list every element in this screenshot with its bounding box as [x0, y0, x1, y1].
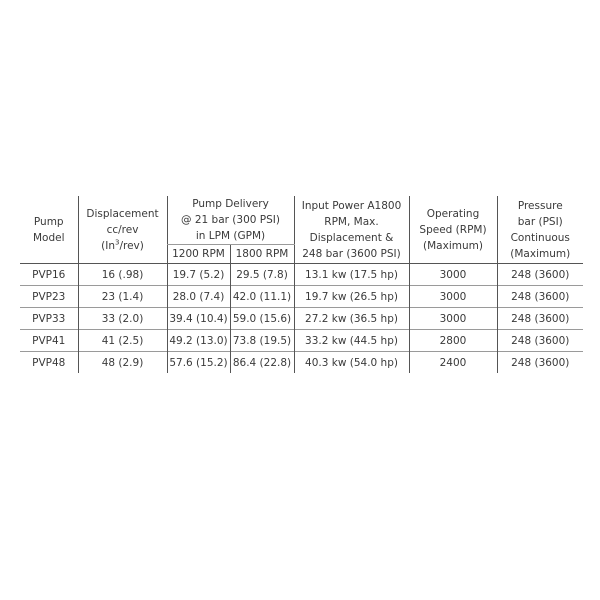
cell-pressure: 248 (3600)	[497, 330, 583, 352]
cell-delivery-1800: 59.0 (15.6)	[230, 308, 294, 330]
cell-delivery-1200: 19.7 (5.2)	[167, 264, 230, 286]
cell-delivery-1800: 42.0 (11.1)	[230, 286, 294, 308]
cell-displacement: 41 (2.5)	[78, 330, 167, 352]
cell-pressure: 248 (3600)	[497, 264, 583, 286]
cell-model: PVP33	[32, 312, 66, 325]
cell-delivery-1200: 57.6 (15.2)	[167, 352, 230, 374]
cell-delivery-1800: 29.5 (7.8)	[230, 264, 294, 286]
cell-displacement: 23 (1.4)	[78, 286, 167, 308]
cell-speed: 3000	[409, 264, 497, 286]
cell-input-power: 13.1 kw (17.5 hp)	[294, 264, 409, 286]
header-operating-speed: Operating Speed (RPM) (Maximum)	[409, 196, 497, 264]
table-row	[20, 330, 583, 352]
cell-pressure: 248 (3600)	[497, 308, 583, 330]
cell-delivery-1800: 73.8 (19.5)	[230, 330, 294, 352]
cell-delivery-1200: 28.0 (7.4)	[167, 286, 230, 308]
cell-input-power: 33.2 kw (44.5 hp)	[294, 330, 409, 352]
header-displacement: Displacement cc/rev (In$^3$/rev)	[78, 196, 167, 264]
cell-model: PVP23	[32, 290, 66, 303]
header-pump-model: Pump Model	[20, 196, 78, 264]
header-input-power: Input Power A1800 RPM, Max. Displacement & 248 bar (3600 PSI)	[294, 196, 409, 264]
cell-speed: 2400	[409, 352, 497, 374]
table-row	[20, 352, 583, 374]
header-pump-delivery: Pump Delivery @ 21 bar (300 PSI) in LPM (GPM)	[167, 196, 294, 245]
cell-input-power: 19.7 kw (26.5 hp)	[294, 286, 409, 308]
cell-model: PVP16	[32, 268, 66, 281]
cell-displacement: 16 (.98)	[78, 264, 167, 286]
table-row	[20, 264, 583, 286]
cell-displacement: 33 (2.0)	[78, 308, 167, 330]
header-pressure: Pressure bar (PSI) Continuous (Maximum)	[497, 196, 583, 264]
cell-speed: 3000	[409, 308, 497, 330]
cell-input-power: 40.3 kw (54.0 hp)	[294, 352, 409, 374]
table-row	[20, 286, 583, 308]
cell-displacement: 48 (2.9)	[78, 352, 167, 374]
table-row	[20, 308, 583, 330]
cell-pressure: 248 (3600)	[497, 286, 583, 308]
cell-speed: 2800	[409, 330, 497, 352]
header-1200-rpm: 1200 RPM	[167, 245, 230, 264]
cell-delivery-1800: 86.4 (22.8)	[230, 352, 294, 374]
cell-speed: 3000	[409, 286, 497, 308]
pump-spec-table	[20, 196, 583, 373]
cell-pressure: 248 (3600)	[497, 352, 583, 374]
cell-input-power: 27.2 kw (36.5 hp)	[294, 308, 409, 330]
cell-delivery-1200: 39.4 (10.4)	[167, 308, 230, 330]
cell-model: PVP41	[32, 334, 66, 347]
header-1800-rpm: 1800 RPM	[230, 245, 294, 264]
cell-model: PVP48	[32, 356, 66, 369]
cell-delivery-1200: 49.2 (13.0)	[167, 330, 230, 352]
